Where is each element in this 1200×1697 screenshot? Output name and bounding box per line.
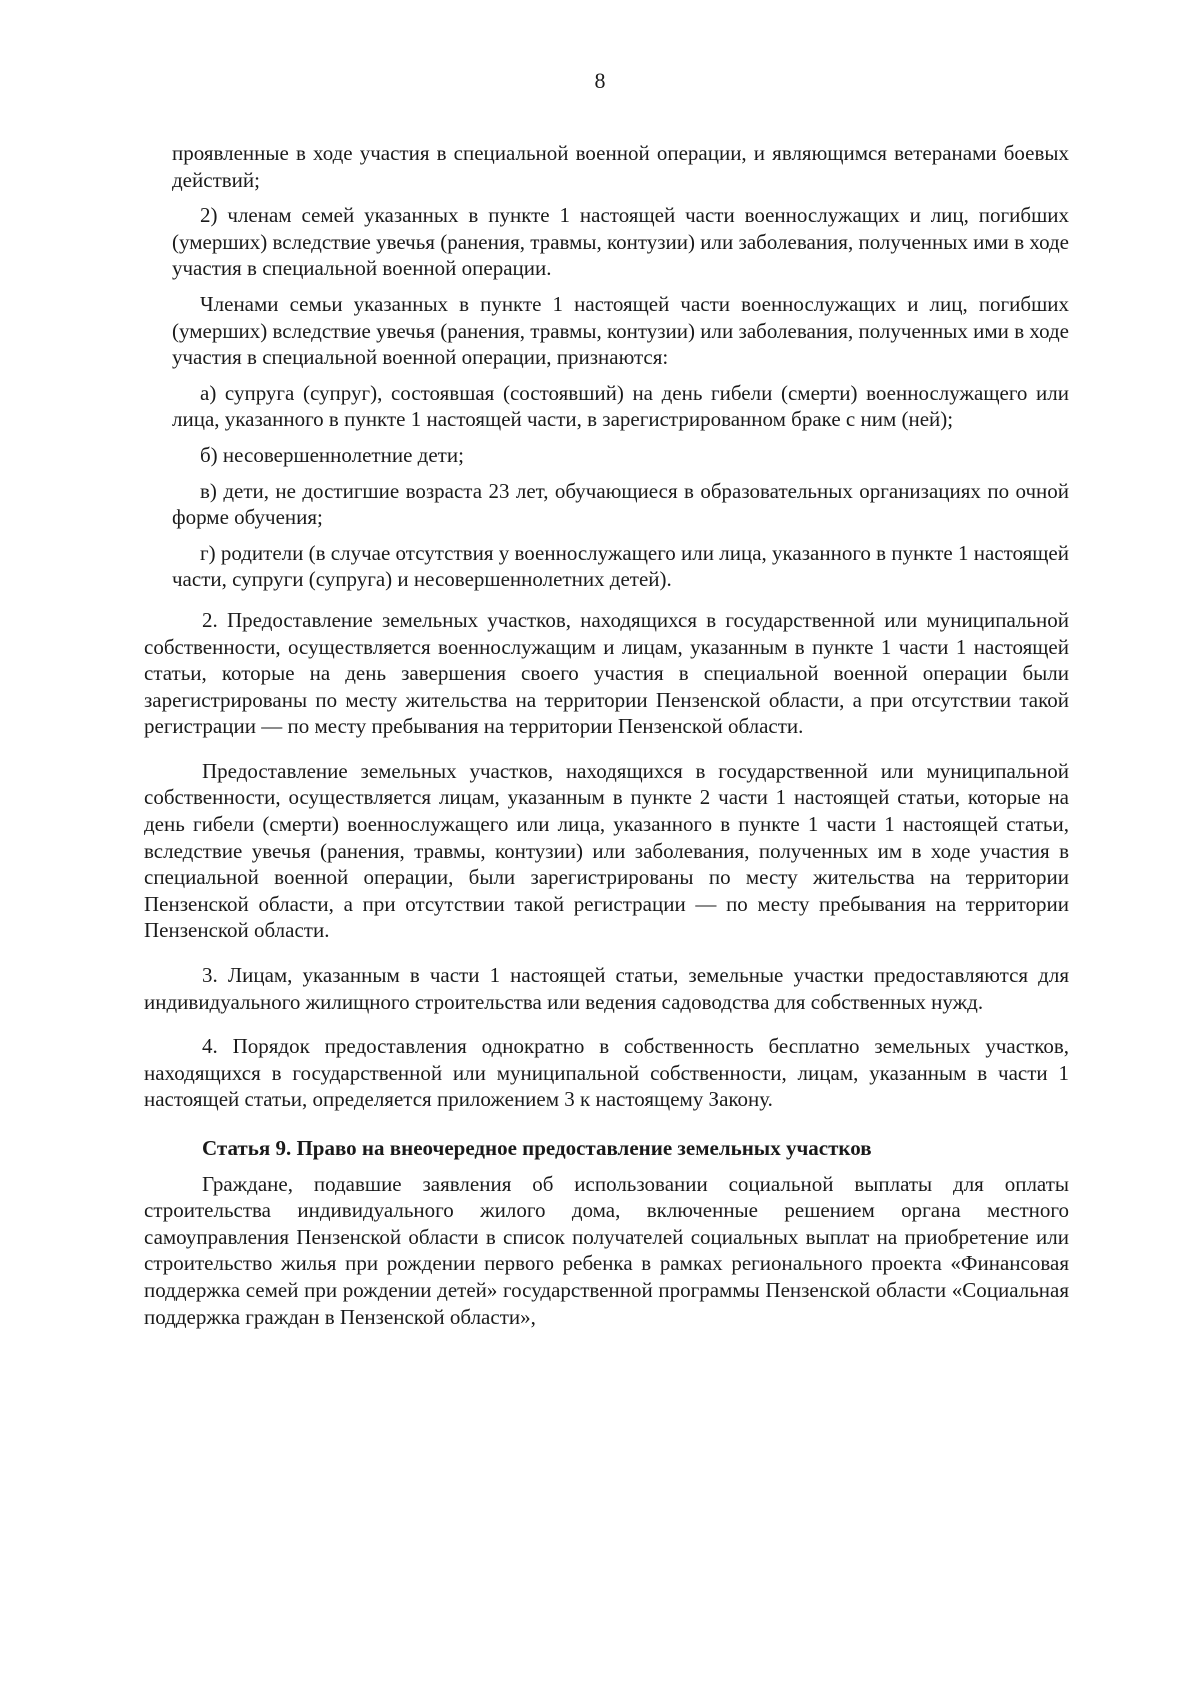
paragraph-item-2: 2) членам семей указанных в пункте 1 настоящей части военнослужащих и лиц, погибших (умерших) вследствие увечья (ранения, травмы, контузии) или заболевания, полученных ими в ходе участия в специальной военной операции.	[172, 203, 1069, 281]
article-heading: Статья 9. Право на внеочередное предоставление земельных участков	[202, 1136, 872, 1160]
list-item-b: б) несовершеннолетние дети;	[200, 442, 464, 467]
page-number: 8	[594, 68, 606, 93]
paragraph-part-3: 3. Лицам, указанным в части 1 настоящей статьи, земельные участки предоставляются для индивидуального жилищного строительства или ведения садоводства для собственных нужд.	[144, 963, 1069, 1014]
paragraph-part-2: 2. Предоставление земельных участков, находящихся в государственной или муниципальной собственности, осуществляется военнослужащим и лицам, указанным в пункте 1 части 1 настоящей статьи, которые на день завершения своего участия в специальной военной операции были зарегистрированы по месту жительства на территории Пензенской области, а при отсутствии такой регистрации — по месту пребывания на территории Пензенской области.	[144, 607, 1069, 739]
paragraph-family-members: Членами семьи указанных в пункте 1 настоящей части военнослужащих и лиц, погибших (умерших) вследствие увечья (ранения, травмы, контузии) или заболевания, полученных ими в ходе участия в специальной военной операции, признаются:	[172, 291, 1069, 370]
list-item-g: г) родители (в случае отсутствия у военнослужащего или лица, указанного в пункте 1 настоящей части, супруги (супруга) и несовершеннолетних детей).	[172, 540, 1069, 592]
paragraph-part-4: 4. Порядок предоставления однократно в собственность бесплатно земельных участков, находящихся в государственной или муниципальной собственности, лицам, указанным в части 1 настоящей статьи, определяется приложением 3 к настоящему Закону.	[144, 1034, 1069, 1112]
document-body	[144, 140, 1069, 1330]
article-paragraph: Граждане, подавшие заявления об использовании социальной выплаты для оплаты строительства индивидуального жилого дома, включенные решением органа местного самоуправления Пензенской области в список получателей социальных выплат на приобретение или строительство жилья при рождении первого ребенка в рамках регионального проекта «Финансовая поддержка семей при рождении детей» государственной программы Пензенской области «Социальная поддержка граждан в Пензенской области»,	[144, 1171, 1069, 1329]
list-item-a: а) супруга (супруг), состоявшая (состоявший) на день гибели (смерти) военнослужащего или лица, указанного в пункте 1 настоящей части, в зарегистрированном браке с ним (ней);	[172, 380, 1069, 432]
paragraph-part-2-second: Предоставление земельных участков, находящихся в государственной или муниципальной собственности, осуществляется лицам, указанным в пункте 2 части 1 настоящей статьи, которые на день гибели (смерти) военнослужащего или лица, указанного в пункте 1 части 1 настоящей статьи, вследствие увечья (ранения, травмы, контузии) или заболевания, полученных им в ходе участия в специальной военной операции, были зарегистрированы по месту жительства на территории Пензенской области, а при отсутствии такой регистрации — по месту пребывания на территории Пензенской области.	[144, 758, 1069, 943]
paragraph-veterans: проявленные в ходе участия в специальной военной операции, и являющимся ветеранами боевых действий;	[172, 141, 1069, 192]
list-item-v: в) дети, не достигшие возраста 23 лет, обучающиеся в образовательных организациях по очной форме обучения;	[172, 478, 1069, 530]
